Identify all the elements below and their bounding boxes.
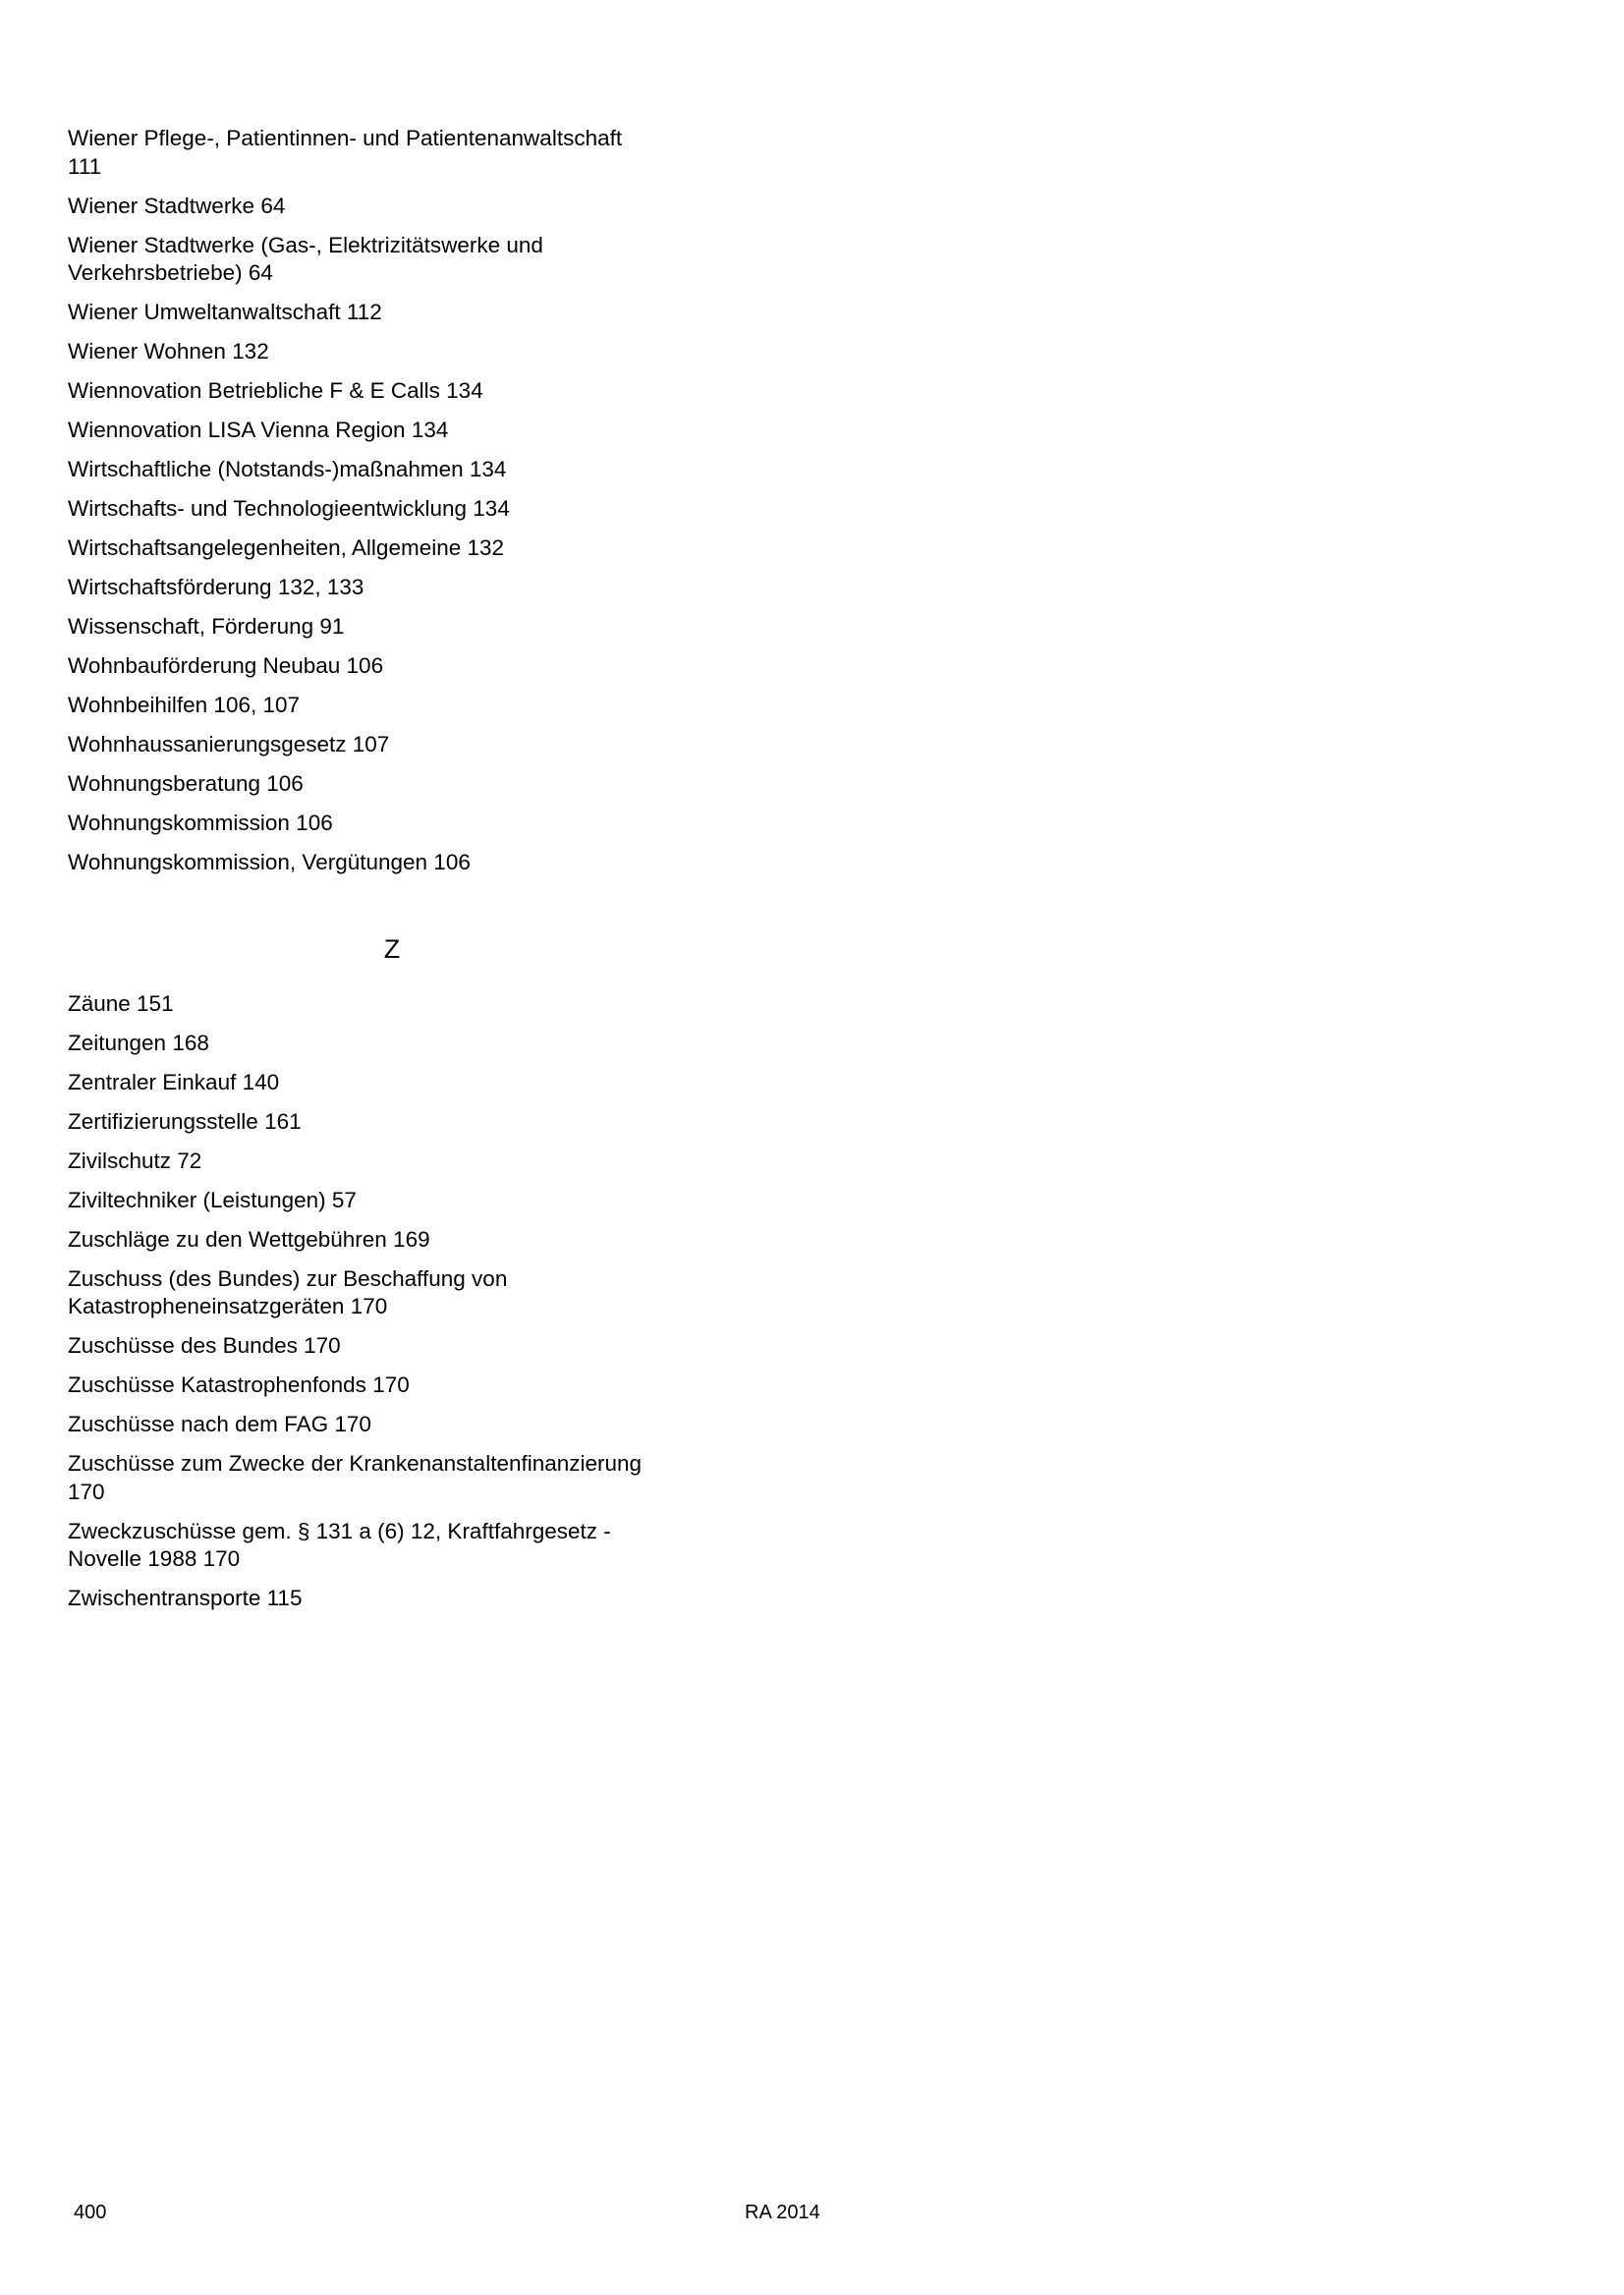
- index-entry: Wiennovation Betriebliche F & E Calls 134: [68, 378, 483, 403]
- index-entry: Wiener Stadtwerke (Gas-, Elektrizitätswerke und Verkehrsbetriebe) 64: [68, 232, 543, 285]
- index-entry: Wohnungskommission 106: [68, 811, 333, 835]
- index-entry: Wissenschaft, Förderung 91: [68, 614, 345, 639]
- index-entry: Zivilschutz 72: [68, 1148, 202, 1173]
- index-entry: Zäune 151: [68, 990, 174, 1016]
- index-entry: Wirtschaftliche (Notstands-)maßnahmen 134: [68, 457, 507, 481]
- index-entry: Zentraler Einkauf 140: [68, 1069, 280, 1094]
- index-entry: Zuschuss (des Bundes) zur Beschaffung von Katastropheneinsatzgeräten 170: [68, 1265, 508, 1318]
- index-entry: Wirtschaftsförderung 132, 133: [68, 575, 364, 599]
- index-entry: Wohnbauförderung Neubau 106: [68, 653, 384, 678]
- index-entry: Zuschüsse des Bundes 170: [68, 1333, 341, 1358]
- index-entry: Wiener Umweltanwaltschaft 112: [68, 300, 382, 324]
- index-entry: Wiener Wohnen 132: [68, 339, 269, 364]
- index-entry: Wohnhaussanierungsgesetz 107: [68, 732, 390, 756]
- index-entry: Wiener Pflege-, Patientinnen- und Patientenanwaltschaft 111: [68, 126, 623, 179]
- index-entry: Zuschüsse nach dem FAG 170: [68, 1412, 371, 1436]
- z-entries: [68, 990, 657, 1613]
- footer-title: RA 2014: [745, 2202, 820, 2223]
- index-entry: Wohnungsberatung 106: [68, 771, 304, 796]
- index-entry: Zertifizierungsstelle 161: [68, 1108, 302, 1134]
- index-entry: Zuschüsse Katastrophenfonds 170: [68, 1372, 410, 1397]
- index-entry: Zweckzuschüsse gem. § 131 a (6) 12, Kraftfahrgesetz - Novelle 1988 170: [68, 1518, 611, 1571]
- index-entry: Ziviltechniker (Leistungen) 57: [68, 1187, 357, 1212]
- index-entry: Wohnungskommission, Vergütungen 106: [68, 850, 471, 874]
- index-entry: Wiener Stadtwerke 64: [68, 193, 286, 218]
- w-entries: [68, 125, 657, 877]
- index-entry: Zeitungen 168: [68, 1030, 209, 1055]
- index-entry: Zuschläge zu den Wettgebühren 169: [68, 1226, 430, 1252]
- index-column: [68, 125, 657, 1624]
- section-letter-heading: Z: [383, 933, 401, 964]
- index-entry: Wirtschafts- und Technologieentwicklung 134: [68, 496, 510, 521]
- page-number: 400: [74, 2202, 107, 2223]
- index-entry: Zuschüsse zum Zwecke der Krankenanstaltenfinanzierung 170: [68, 1451, 643, 1504]
- index-entry: Zwischentransporte 115: [68, 1586, 303, 1610]
- index-entry: Wiennovation LISA Vienna Region 134: [68, 418, 449, 442]
- index-entry: Wirtschaftsangelegenheiten, Allgemeine 132: [68, 535, 505, 560]
- index-entry: Wohnbeihilfen 106, 107: [68, 693, 301, 717]
